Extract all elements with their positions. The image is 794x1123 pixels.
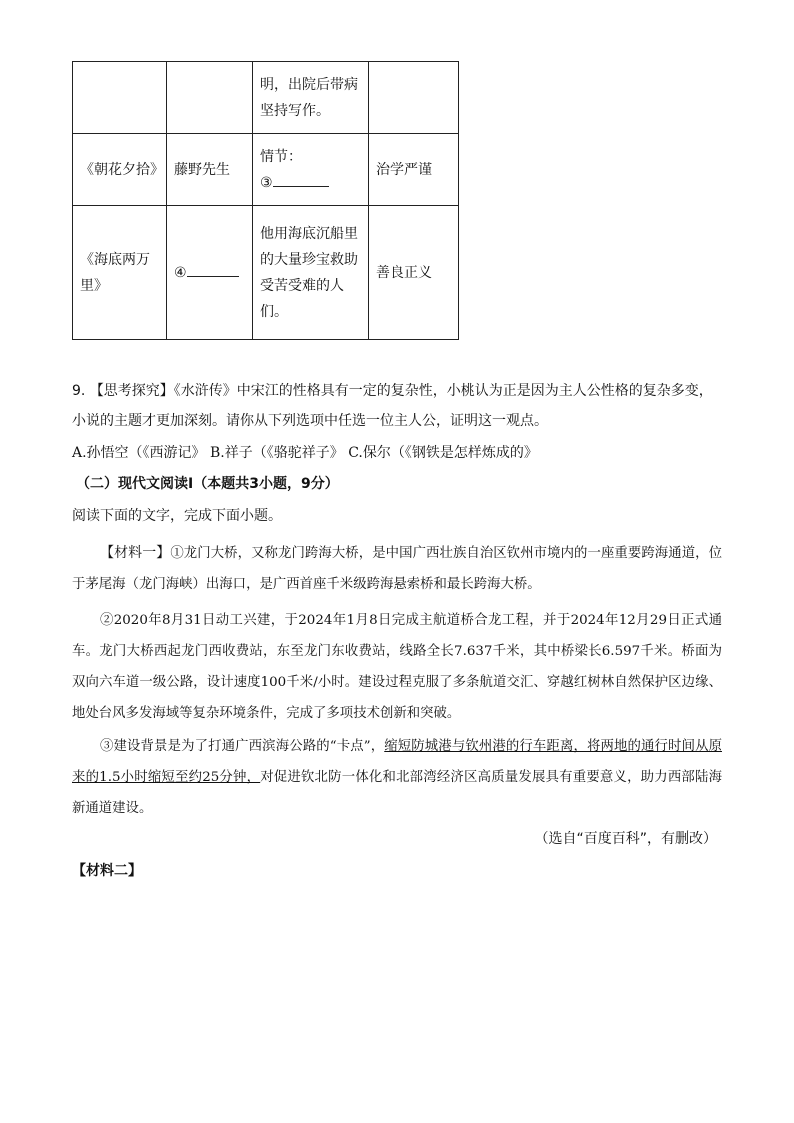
table-cell-person: 藤野先生: [167, 134, 253, 206]
material1-label: 【材料一】: [100, 545, 171, 561]
material1-paragraph3: ③建设背景是为了打通广西滨海公路的“卡点”，缩短防城港与钦州港的行车距离，将两地的通行时间从原来的1.5小时缩短至约25分钟，对促进钦北防一体化和北部湾经济区高质量发展具有重要意义，助力西部陆海新通道建设。: [72, 739, 722, 816]
answer-blank-3[interactable]: [260, 170, 361, 196]
blank-number: ④: [174, 264, 187, 281]
table-cell-trait: [369, 62, 459, 134]
section-instruction: 阅读下面的文字，完成下面小题。: [72, 508, 282, 524]
table-row: [73, 206, 459, 340]
material1-paragraph1: 【材料一】①龙门大桥，又称龙门跨海大桥，是中国广西壮族自治区钦州市境内的一座重要跨海通道，位于茅尾海（龙门海峡）出海口，是广西首座千米级跨海悬索桥和最长跨海大桥。: [72, 545, 723, 592]
table-cell-event: 他用海底沉船里的大量珍宝救助受苦受难的人们。: [253, 206, 369, 340]
material1-source: （选自“百度百科”，有删改）: [534, 831, 717, 847]
table-cell-trait: 善良正义: [369, 206, 459, 340]
reading-table: [72, 61, 459, 340]
question-9-options: A.孙悟空（《西游记》 B.祥子（《骆驼祥子》 C.保尔（《钢铁是怎样炼成的》: [72, 445, 538, 461]
answer-blank-4[interactable]: [167, 206, 253, 340]
question-9-line2: 小说的主题才更加深刻。请你从下列选项中任选一位主人公，证明这一观点。: [72, 413, 548, 429]
table-cell-book: [73, 62, 167, 134]
question-9-line1: 9. 【思考探究】《水浒传》中宋江的性格具有一定的复杂性，小桃认为正是因为主人公性格的复杂多变，: [72, 383, 713, 399]
table-cell-event: [253, 134, 369, 206]
table-cell-book: 《海底两万里》: [73, 206, 167, 340]
table-cell-trait: 治学严谨: [369, 134, 459, 206]
underlined-text: 缩短防城港与钦州港的行车距离，将两地的通行时间从原来的1.5小时缩短至约25分钟，: [72, 739, 722, 785]
blank-line: [273, 172, 329, 187]
table-cell-person: [167, 62, 253, 134]
table-cell-event: 明，出院后带病坚持写作。: [253, 62, 369, 134]
section-heading: （二）现代文阅读Ⅰ（本题共3小题，9分）: [76, 476, 339, 492]
material2-label: 【材料二】: [72, 863, 142, 879]
table-row: [73, 62, 459, 134]
blank-line: [187, 262, 239, 277]
blank-number: ③: [260, 174, 273, 191]
table-cell-book: 《朝花夕拾》: [73, 134, 167, 206]
table-row: [73, 134, 459, 206]
event-label: 情节：: [260, 148, 302, 165]
material1-paragraph2: ②2020年8月31日动工兴建，于2024年1月8日完成主航道桥合龙工程，并于2024年12月29日正式通车。龙门大桥西起龙门西收费站，东至龙门东收费站，线路全长7.637千米，其中桥梁长6.597千米。桥面为双向六车道一级公路，设计速度100千米/小时。建设过程克服了多条航道交汇、穿越红树林自然保护区边缘、地处台风多发海域等复杂环境条件，完成了多项技术创新和突破。: [72, 613, 722, 721]
